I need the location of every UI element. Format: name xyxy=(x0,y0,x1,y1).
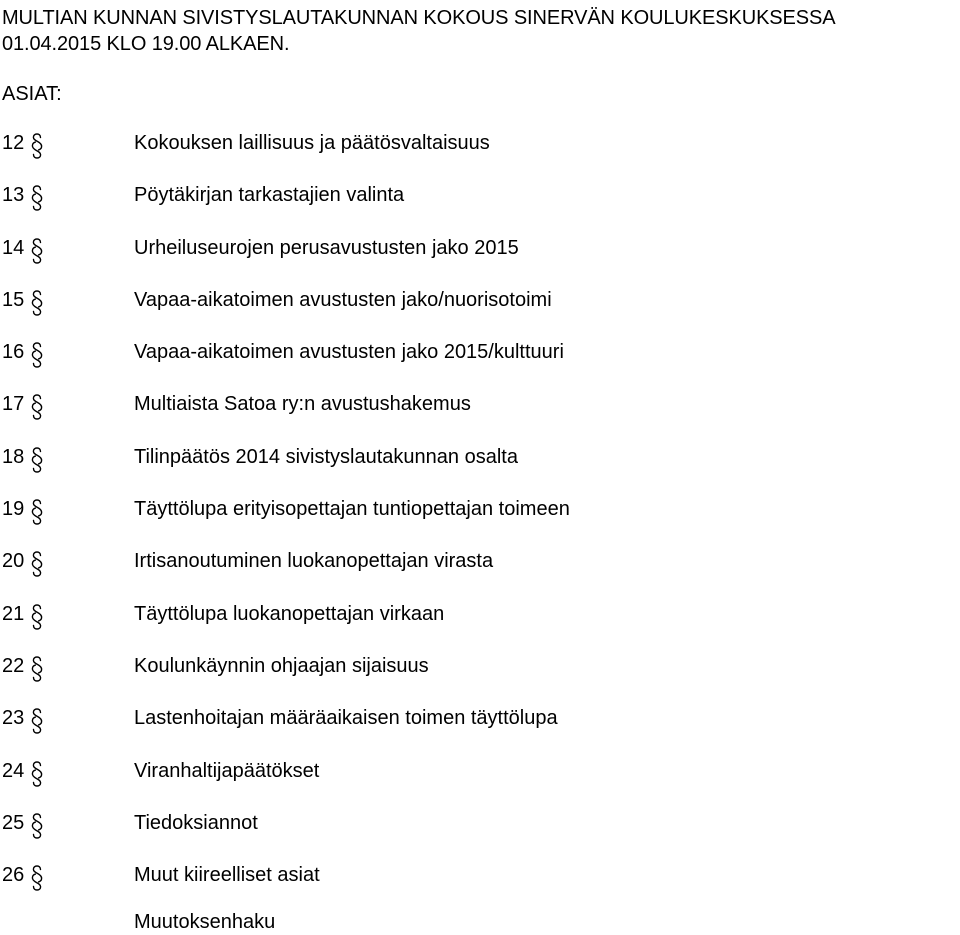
item-title: Muut kiireelliset asiat xyxy=(134,864,320,887)
section-icon xyxy=(31,290,43,316)
section-icon xyxy=(31,604,43,630)
list-item xyxy=(0,653,960,705)
item-number: 18 xyxy=(2,445,25,468)
section-icon xyxy=(31,238,43,264)
section-icon xyxy=(31,133,43,159)
item-number: 23 xyxy=(2,707,25,730)
item-number: 26 xyxy=(2,864,25,887)
item-number: 14 xyxy=(2,236,25,259)
item-title: Viranhaltijapäätökset xyxy=(134,759,320,782)
list-item xyxy=(0,339,960,391)
list-item xyxy=(0,287,960,339)
section-icon xyxy=(31,708,43,734)
item-title: Multiaista Satoa ry:n avustushakemus xyxy=(134,393,471,416)
item-title: Irtisanoutuminen luokanopettajan virasta xyxy=(134,550,494,573)
footer-item: Muutoksenhaku xyxy=(134,911,276,933)
list-item xyxy=(0,235,960,287)
document-heading xyxy=(2,5,958,57)
item-number: 13 xyxy=(2,184,25,207)
section-icon xyxy=(31,865,43,891)
item-title: Vapaa-aikatoimen avustusten jako/nuorisotoimi xyxy=(134,288,552,311)
item-number: 21 xyxy=(2,602,25,625)
item-number: 24 xyxy=(2,759,25,782)
section-icon xyxy=(31,447,43,473)
item-number: 19 xyxy=(2,498,25,521)
item-title: Koulunkäynnin ohjaajan sijaisuus xyxy=(134,654,429,677)
item-title: Pöytäkirjan tarkastajien valinta xyxy=(134,184,405,207)
section-icon xyxy=(31,761,43,787)
list-item xyxy=(0,758,960,810)
item-number: 20 xyxy=(2,550,25,573)
heading-line-2: 01.04.2015 KLO 19.00 ALKAEN. xyxy=(2,33,290,55)
item-number: 22 xyxy=(2,654,25,677)
item-number: 16 xyxy=(2,341,25,364)
list-item xyxy=(0,810,960,862)
section-icon xyxy=(31,342,43,368)
item-number: 25 xyxy=(2,811,25,834)
list-item xyxy=(0,862,960,914)
heading-line-1: MULTIAN KUNNAN SIVISTYSLAUTAKUNNAN KOKOUS SINERVÄN KOULUKESKUKSESSA xyxy=(2,7,836,29)
item-title: Tiedoksiannot xyxy=(134,811,258,834)
section-label: ASIAT: xyxy=(2,83,62,105)
section-icon xyxy=(31,499,43,525)
agenda-list xyxy=(0,130,960,914)
item-number: 17 xyxy=(2,393,25,416)
item-title: Täyttölupa erityisopettajan tuntiopettajan toimeen xyxy=(134,498,570,521)
list-item xyxy=(0,705,960,757)
item-title: Kokouksen laillisuus ja päätösvaltaisuus xyxy=(134,132,490,154)
item-title: Urheiluseurojen perusavustusten jako 2015 xyxy=(134,236,519,259)
list-item xyxy=(0,182,960,234)
list-item xyxy=(0,444,960,496)
list-item xyxy=(0,130,960,182)
list-item xyxy=(0,548,960,600)
item-title: Täyttölupa luokanopettajan virkaan xyxy=(134,602,445,625)
section-icon xyxy=(31,394,43,420)
item-title: Vapaa-aikatoimen avustusten jako 2015/kulttuuri xyxy=(134,341,564,364)
list-item xyxy=(0,391,960,443)
item-title: Tilinpäätös 2014 sivistyslautakunnan osalta xyxy=(134,445,518,468)
item-title: Lastenhoitajan määräaikaisen toimen täyttölupa xyxy=(134,707,558,730)
section-icon xyxy=(31,551,43,577)
section-icon xyxy=(31,185,43,211)
list-item xyxy=(0,496,960,548)
section-icon xyxy=(31,813,43,839)
section-icon xyxy=(31,656,43,682)
item-number: 15 xyxy=(2,288,25,311)
item-number: 12 xyxy=(2,132,25,154)
list-item xyxy=(0,601,960,653)
